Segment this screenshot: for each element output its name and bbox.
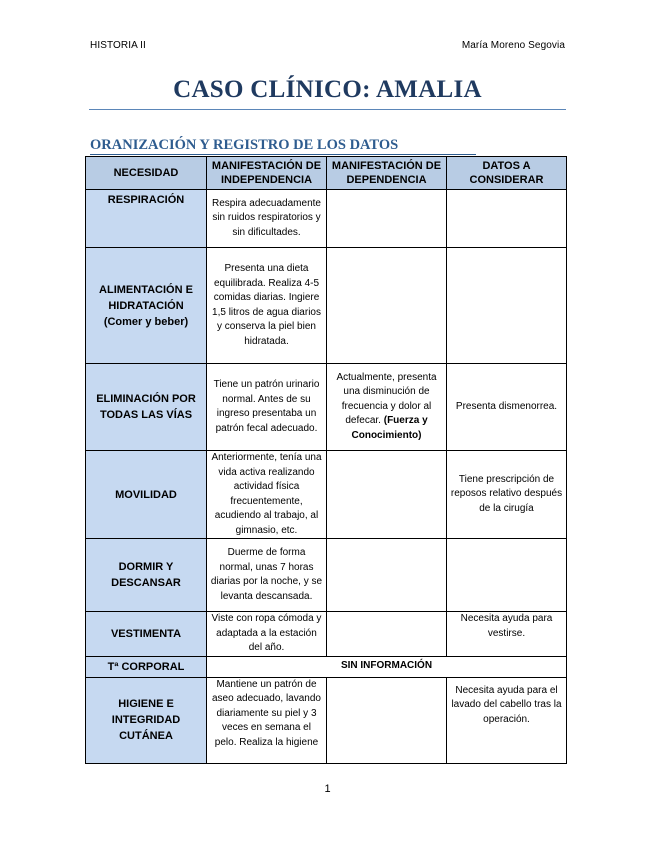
table-header-row: [86, 157, 567, 190]
section-underline: [90, 154, 476, 155]
dependence-cell: [327, 364, 447, 451]
header-cell: MANIFESTACIÓN DE DEPENDENCIA: [327, 157, 447, 190]
need-cell: ELIMINACIÓN POR TODAS LAS VÍAS: [86, 364, 207, 451]
dependence-cell: [327, 190, 447, 248]
data-cell: Tiene prescripción de reposos relativo después de la cirugía: [447, 451, 567, 539]
no-info-cell: SIN INFORMACIÓN: [207, 656, 567, 677]
table-row: [86, 539, 567, 612]
dependence-cell: [327, 677, 447, 763]
dependence-cell: [327, 612, 447, 657]
independence-cell: Viste con ropa cómoda y adaptada a la estación del año.: [207, 612, 327, 657]
data-cell: [447, 539, 567, 612]
title-underline: [89, 109, 566, 110]
independence-cell: Mantiene un patrón de aseo adecuado, lavando diariamente su piel y 3 veces en semana el pelo. Realiza la higiene: [207, 677, 327, 763]
header-cell: DATOS A CONSIDERAR: [447, 157, 567, 190]
table-row: [86, 364, 567, 451]
dependence-text: Actualmente, presenta una disminución de frecuencia y dolor al defecar.: [336, 371, 437, 427]
need-cell: MOVILIDAD: [86, 451, 207, 539]
dependence-cell: [327, 248, 447, 364]
table-row: [86, 451, 567, 539]
need-cell: Tª CORPORAL: [86, 656, 207, 677]
page-number: 1: [324, 783, 331, 795]
independence-cell: Tiene un patrón urinario normal. Antes de su ingreso presentaba un patrón fecal adecuado.: [207, 364, 327, 451]
header-right: María Moreno Segovia: [461, 40, 565, 51]
table-row: [86, 190, 567, 248]
need-cell: RESPIRACIÓN: [86, 190, 207, 248]
need-cell: DORMIR Y DESCANSAR: [86, 539, 207, 612]
data-cell: Necesita ayuda para el lavado del cabello tras la operación.: [447, 677, 567, 763]
header-cell: NECESIDAD: [86, 157, 207, 190]
independence-cell: Presenta una dieta equilibrada. Realiza 4-5 comidas diarias. Ingiere 1,5 litros de agua diarios y conserva la piel bien hidratada.: [207, 248, 327, 364]
data-cell: Presenta dismenorrea.: [447, 364, 567, 451]
data-cell: [447, 248, 567, 364]
data-cell: Necesita ayuda para vestirse.: [447, 612, 567, 657]
data-cell: [447, 190, 567, 248]
need-cell: ALIMENTACIÓN E HIDRATACIÓN (Comer y beber): [86, 248, 207, 364]
independence-cell: Anteriormente, tenía una vida activa realizando actividad física frecuentemente, acudiendo al trabajo, al gimnasio, etc.: [207, 451, 327, 539]
needs-table: [85, 156, 567, 764]
need-cell: VESTIMENTA: [86, 612, 207, 657]
header-cell: MANIFESTACIÓN DE INDEPENDENCIA: [207, 157, 327, 190]
independence-cell: Respira adecuadamente sin ruidos respiratorios y sin dificultades.: [207, 190, 327, 248]
need-cell: HIGIENE E INTEGRIDAD CUTÁNEA: [86, 677, 207, 763]
dependence-cell: [327, 539, 447, 612]
section-heading: ORANIZACIÓN Y REGISTRO DE LOS DATOS: [90, 137, 399, 153]
table-row: [86, 248, 567, 364]
table-row: [86, 612, 567, 657]
independence-cell: Duerme de forma normal, unas 7 horas diarias por la noche, y se levanta descansada.: [207, 539, 327, 612]
table-row: [86, 677, 567, 763]
dependence-note: (Fuerza y Conocimiento): [351, 415, 428, 441]
table-row: [86, 656, 567, 677]
dependence-cell: [327, 451, 447, 539]
page-title: CASO CLÍNICO: AMALIA: [173, 76, 482, 103]
header-left: HISTORIA II: [90, 40, 146, 51]
